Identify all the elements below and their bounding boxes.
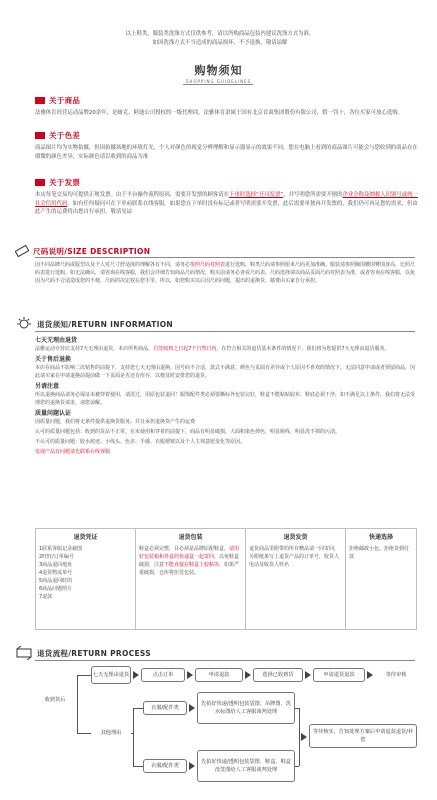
section-color-heading: 关于色差 — [49, 131, 81, 140]
flow-step-order: 点击订单 — [141, 668, 185, 682]
col-voucher — [36, 529, 136, 629]
return-cycle-icon — [15, 646, 33, 660]
attention-text: 所以退换商品请务必保证未被穿着使用，请洗过，用原包装退回！服饰配件类必须要撕标外包装完好，鞋盒不能粘贴胶布、鞋底必须干净，如不满足以上条件，我们将无法受理您的退换货请求，请您谅解。 — [35, 392, 416, 406]
flow-step-review: 等待审核 — [375, 668, 417, 682]
shipping-text: 退货商品里附带的所有赠品请一同寄回，另附纸条写上退货产品的订单号，收货人电话及收货人姓名 — [249, 546, 340, 568]
flow-connector — [131, 733, 133, 734]
ruler-icon — [15, 244, 29, 258]
invoice-text-1: 本店每笔交易均可提供正规发票。由于平台操作流程原因，需要开发票的顾客请在 — [35, 192, 230, 198]
flow-bracket2 — [133, 708, 134, 766]
flow-clothes-2-note: 先拍好快递/透明包装袋图、鞋盒、鞋盒没签图给人工客服谈判处理 — [197, 750, 295, 782]
section-invoice-text — [35, 191, 420, 217]
after-sale-title: 关于售后退换 — [35, 356, 72, 363]
flow-arrow — [133, 671, 139, 679]
quality-text: 因质量问题，我们将无条件提供退换货服务，并且承担退换货产生的运费 — [35, 419, 196, 425]
col-package — [136, 529, 246, 629]
flow-step-return: 申请退货退款 — [313, 668, 365, 682]
flow-arrow — [245, 671, 251, 679]
col-shipping — [246, 529, 346, 629]
package-text: 鞋盒必须完整，目必须是品牌原配鞋盒，请用好包装箱和外盒的快递盒一起寄回，以免鞋盒破损，注意不能直接在鞋盒上胶粘等，如果严重破损，仓库将拒签包装。 — [139, 546, 240, 576]
flow-arrow — [367, 671, 373, 679]
flow-connector — [133, 708, 143, 709]
flow-arrow — [189, 762, 195, 770]
tag-icon — [35, 179, 45, 186]
size-section — [15, 244, 422, 306]
flow-arrow — [189, 704, 195, 712]
invoice-text-3: 。如有任何疑问可在下单前联系在线客服。如果您在下单时没有标记或者写明需要开发票，此后需要单独再开发票的，我们仍可再足您的需求，但由此产生的运费将由您自行承担，敬请见谅 — [35, 200, 418, 216]
flow-clothes-1-note: 先拍好快递/透明包装袋图、吊牌图、洗水标图给人工客服谈判处理 — [197, 692, 295, 724]
process-divider — [35, 660, 415, 661]
col-shipping-title: 退货发货 — [283, 534, 308, 541]
flow-seven-day: 七天无理由退货 — [91, 666, 131, 684]
flow-arrow — [305, 671, 311, 679]
returns-body — [35, 336, 417, 456]
flow-connector — [77, 733, 91, 734]
flow-step-received: 选择已收到货 — [253, 668, 303, 682]
section-color — [35, 130, 420, 161]
contact-notice: 发现产品有问题请先联系在线客服 — [35, 449, 111, 455]
flow-clothes-1: 衣服/配件类 — [143, 701, 187, 715]
quality-text3: 不认可的质量问题：胶水痕迹、小线头、色差、手感、衣服褶皱以及个人主观意愿变化等原因。 — [35, 439, 246, 445]
invoice-text-red2: 企业全称及纳税人识别号或统一社会信用代码 — [35, 192, 418, 207]
lightbulb-icon — [15, 316, 33, 332]
section-product-text: 法雅体育经营运动品牌20余年，是耐克、阿迪公司授权的一级代理商，法雅体育隶属于国有北京首商集团股份有限公司，假一罚十，各位买家可放心选购。 — [35, 110, 404, 116]
size-heading: 尺码说明/SIZE DESCRIPTION — [33, 246, 151, 256]
flow-arrow — [301, 733, 307, 741]
flow-start: 收到货后 — [35, 693, 75, 707]
seven-day-text: 法雅运动专营店支持7天无理由退货。本店所售商品，自签收到之日起7个自然日内，在符合相关的退货基本条件的情况下，我们将为您提供7天无理由退货服务。 — [35, 346, 390, 352]
col-courier-title: 快递选择 — [368, 534, 393, 541]
voucher-list: 1联系客服记录截图 2旺旺/订单编号 3商品退回地址 4退货物流单号 5商品退回时的 6商品问题照片 7退款 — [39, 546, 83, 600]
guide-title: 购物须知 — [194, 64, 243, 77]
section-color-text: 商品图片均为实物拍摄，但因拍摄场地的环境灯光，个人对颜色的视觉分辨理解和显示器显示的效果不同，您在电脑上看到的商品图片可能会与您收到的商品存在细微的颜色差异，实际颜色请以收到的商品为准 — [35, 145, 418, 160]
flow-clothes-2: 衣服/配件类 — [143, 759, 187, 773]
size-divider — [35, 257, 415, 258]
wash-note-line2: 如因洗涤方式不当造成的商品损坏，不予退换，敬请谅解 — [152, 39, 288, 46]
col-voucher-title: 退货凭证 — [73, 534, 98, 541]
flow-bracket — [77, 675, 78, 733]
returns-heading: 退货须知/RETURN INFORMATION — [37, 319, 173, 329]
flow-final: 等待核实，告知处理方案后申请退款退货/补偿 — [309, 724, 417, 748]
tag-icon — [35, 97, 45, 104]
invoice-text-red1: 下单时选择“开具发票” — [229, 192, 284, 198]
flow-connector — [77, 675, 91, 676]
flow-arrow — [187, 671, 193, 679]
col-package-title: 退货包装 — [178, 534, 203, 541]
section-invoice — [35, 177, 420, 217]
flow-connector — [295, 708, 299, 709]
section-product-heading: 关于商品 — [49, 96, 81, 105]
wash-note — [30, 30, 410, 47]
size-text: 因不同品牌尺码或版型以及个人对尺寸舒适度的理解各有不同，请务必参照尺码对照表进行选购。鞋类尺码请参照厘米尺码更加准确。服装请参照胸围腰围臀围身高，比照尺码表进行选购。如无法确认，请咨询在线客服，我们会详细告知商品尺码情况，购买前请务必查看尺码表，尺码选择请以商品页面尺码对照表为准，或者咨询在线客服，以免因为尺码不合适造成您的不便，尺码的决定权在您手里，所以，如您购买以后因尺码问题，提出的退换货，邮费由买家自行承担。 — [35, 262, 416, 284]
attention-title: 另请注意 — [35, 383, 60, 390]
flow-step-refund: 申请退款 — [195, 668, 243, 682]
returns-divider — [35, 331, 415, 332]
process-heading: 退货流程/RETURN PROCESS — [37, 648, 151, 658]
after-sale-text: 本店在商品不影响二次销售的前提下，支持您七天无理由退换，因号码不合适、款式不满意、颜色与页面有差异或个人原因不喜欢的情况下，无法同意申请或者预留商品，因此请买家在申请退换前提前做一下页面是否还有库存，以便及时安排您的退货。 — [35, 365, 416, 379]
guide-subtitle: SHOPPING GUIDELINES — [185, 79, 252, 84]
section-invoice-heading: 关于发票 — [49, 178, 81, 187]
shopping-guide-card — [15, 62, 422, 238]
courier-text: 拒绝邮政小包、拒绝货到付款 — [349, 546, 410, 560]
quality-title: 质量问题认证 — [35, 410, 72, 417]
process-section — [15, 646, 422, 794]
col-courier — [346, 529, 416, 629]
flow-connector — [133, 766, 143, 767]
returns-table — [35, 528, 417, 630]
flow-other-reason: 其他理由 — [91, 726, 131, 740]
title-underline — [183, 84, 253, 85]
quality-text2: 认可的质量问题包括：收到的货品不正常。在未使用和穿着的前提下，商品有明显破损、大面积染色掉色，明显脱线，明显洗不掉的污渍。 — [35, 429, 341, 435]
invoice-text-2: ，并写明您所需要开据的 — [283, 192, 343, 198]
returns-section — [15, 316, 422, 636]
section-product — [35, 95, 415, 118]
flow-bracket3 — [299, 708, 300, 766]
flow-connector — [295, 766, 299, 767]
tag-icon — [35, 132, 45, 139]
seven-day-title: 七天无理由退货 — [35, 337, 78, 344]
wash-note-line1: 以上鞋类，服装类洗涤方式仅供参考，请以所购商品包装内建议洗涤方式为准， — [125, 31, 315, 37]
